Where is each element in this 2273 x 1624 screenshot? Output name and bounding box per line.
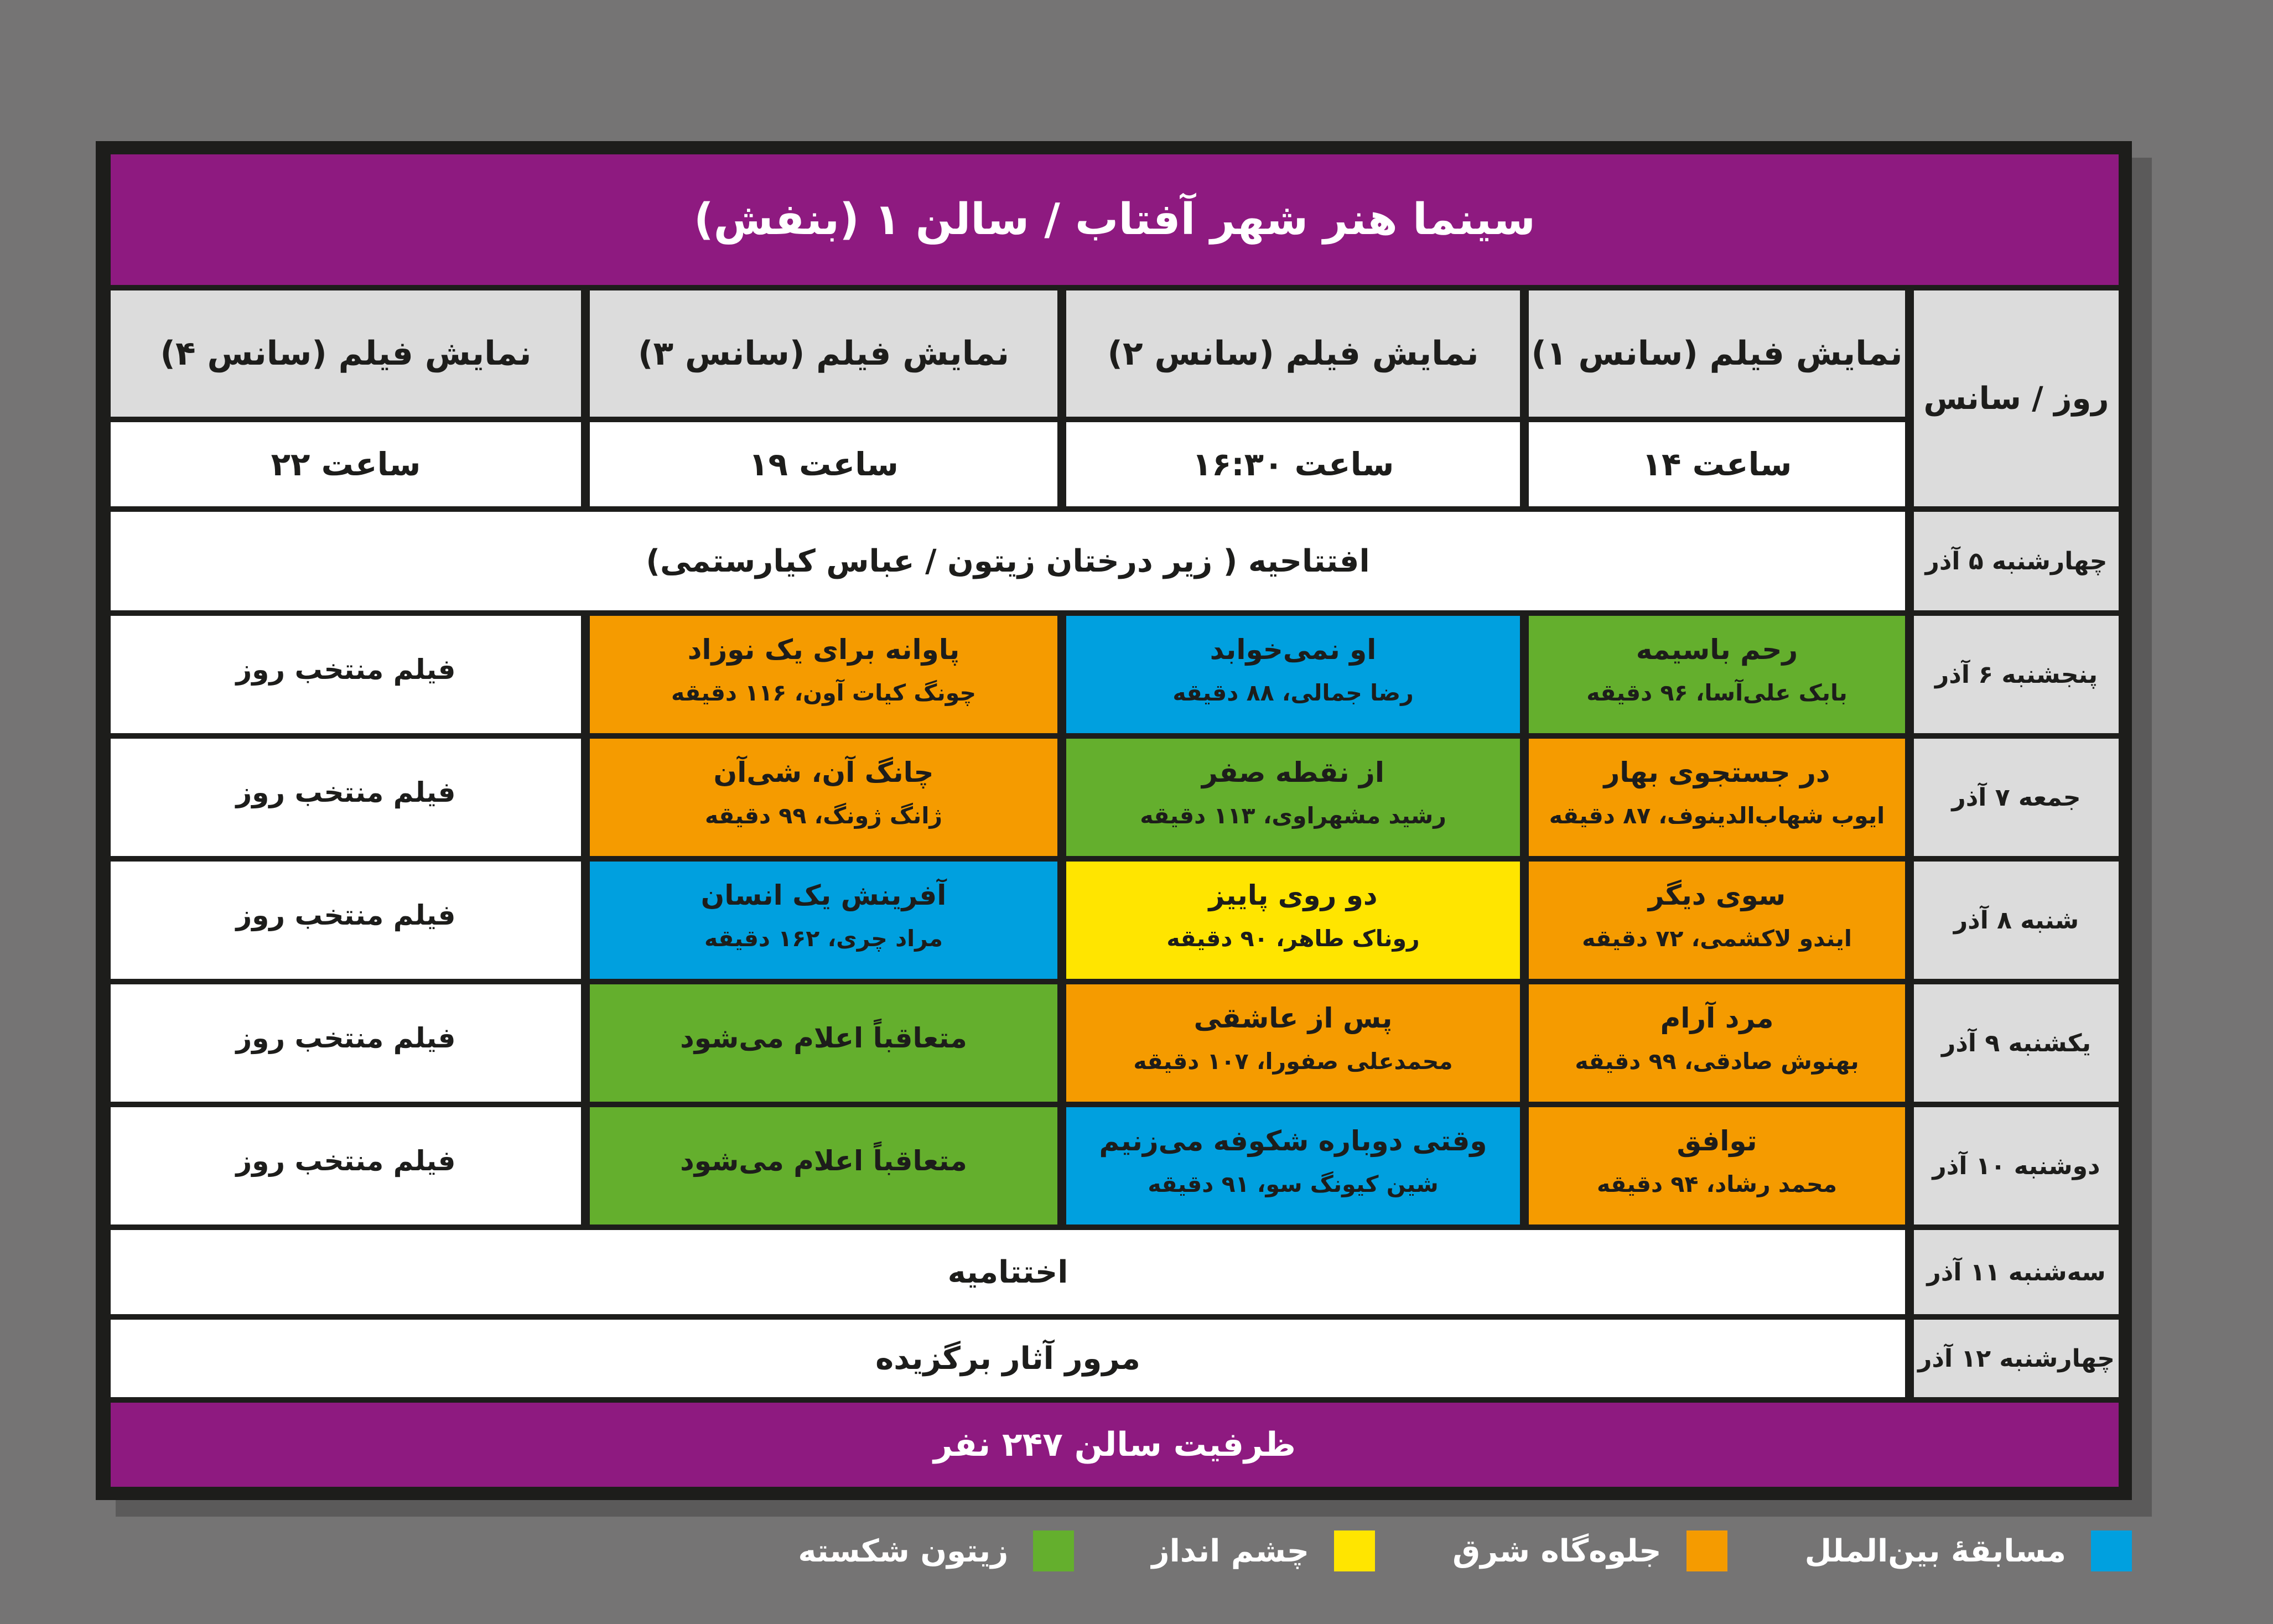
film-director-duration: ایوب شهاب‌الدینوف، ۸۷ دقیقه	[1549, 802, 1885, 829]
film-title: مرد آرام	[1660, 1002, 1774, 1035]
film-cell	[1066, 984, 1520, 1102]
closing-event-cell: اختتامیه	[111, 1230, 1905, 1314]
film-title: توافق	[1677, 1125, 1757, 1158]
daily-pick-label: فیلم منتخب روز	[236, 1144, 456, 1177]
session-2-time: ساعت ۱۶:۳۰	[1066, 422, 1520, 506]
film-director-duration: رضا جمالی، ۸۸ دقیقه	[1172, 679, 1414, 706]
opening-event-cell: افتتاحیه ( زیر درختان زیتون / عباس کیارستمی)	[111, 512, 1905, 610]
film-title: وقتی دوباره شکوفه می‌زنیم	[1099, 1125, 1487, 1158]
film-cell	[1066, 1107, 1520, 1225]
daily-pick-label: فیلم منتخب روز	[236, 899, 456, 931]
daily-pick-label: فیلم منتخب روز	[236, 1021, 456, 1054]
tba-label: متعاقباً اعلام می‌شود	[680, 1021, 967, 1054]
film-cell	[1066, 862, 1520, 979]
film-title: رحم باسیمه	[1636, 634, 1798, 666]
daily-pick-label: فیلم منتخب روز	[236, 653, 456, 686]
film-cell	[1529, 984, 1905, 1102]
daily-pick-label: فیلم منتخب روز	[236, 776, 456, 808]
daily-pick-cell	[111, 862, 581, 979]
legend-swatch-icon	[2091, 1530, 2132, 1571]
film-cell	[590, 862, 1057, 979]
review-event-cell: مرور آثار برگزیده	[111, 1320, 1905, 1397]
film-title: چانگ آن، شی‌آن	[713, 756, 934, 789]
legend-swatch-icon	[1033, 1530, 1074, 1571]
day-label: پنجشنبه ۶ آذر	[1914, 616, 2119, 733]
film-cell	[590, 616, 1057, 733]
film-cell	[1529, 739, 1905, 856]
film-director-duration: چونگ کیات آون، ۱۱۶ دقیقه	[671, 679, 977, 706]
day-label: چهارشنبه ۱۲ آذر	[1914, 1320, 2119, 1397]
legend-swatch-icon	[1686, 1530, 1727, 1571]
daily-pick-cell	[111, 1107, 581, 1225]
day-label: سه‌شنبه ۱۱ آذر	[1914, 1230, 2119, 1314]
daily-pick-cell	[111, 984, 581, 1102]
legend-label: زیتون شکسته	[798, 1533, 1009, 1569]
legend-label: مسابقهٔ بین‌الملل	[1804, 1533, 2066, 1569]
session-3-time: ساعت ۱۹	[590, 422, 1057, 506]
day-label: یکشنبه ۹ آذر	[1914, 984, 2119, 1102]
legend-item	[1151, 1530, 1375, 1571]
film-cell	[1529, 616, 1905, 733]
session-1-time: ساعت ۱۴	[1529, 422, 1905, 506]
cinema-title: سینما هنر شهر آفتاب / سالن ۱ (بنفش)	[111, 154, 2119, 285]
film-cell	[590, 739, 1057, 856]
film-director-duration: محمد رشاد، ۹۴ دقیقه	[1597, 1170, 1837, 1197]
film-title: سوی دیگر	[1648, 879, 1786, 912]
film-director-duration: رشید مشهراوی، ۱۱۳ دقیقه	[1140, 802, 1446, 829]
film-title: پس از عاشقی	[1193, 1002, 1393, 1035]
day-label: شنبه ۸ آذر	[1914, 862, 2119, 979]
session-4-time: ساعت ۲۲	[111, 422, 581, 506]
film-director-duration: بهنوش صادقی، ۹۹ دقیقه	[1575, 1047, 1859, 1075]
legend-item	[798, 1530, 1074, 1571]
session-3-header: نمایش فیلم (سانس ۳)	[590, 290, 1057, 417]
legend-item	[1805, 1530, 2132, 1571]
film-director-duration: روناک طاهر، ۹۰ دقیقه	[1166, 925, 1420, 952]
session-2-header: نمایش فیلم (سانس ۲)	[1066, 290, 1520, 417]
film-director-duration: شین کیونگ سو، ۹۱ دقیقه	[1148, 1170, 1439, 1197]
film-director-duration: محمدعلی صفورا، ۱۰۷ دقیقه	[1133, 1047, 1453, 1075]
tba-cell	[590, 984, 1057, 1102]
schedule-table	[96, 141, 2132, 1500]
corner-day-session-label: روز / سانس	[1914, 290, 2119, 506]
film-cell	[1066, 739, 1520, 856]
legend-label: چشم انداز	[1151, 1533, 1310, 1569]
category-legend	[96, 1521, 2132, 1581]
daily-pick-cell	[111, 616, 581, 733]
day-label: دوشنبه ۱۰ آذر	[1914, 1107, 2119, 1225]
daily-pick-cell	[111, 739, 581, 856]
film-title: دو روی پاییز	[1208, 879, 1378, 912]
hall-capacity: ظرفیت سالن ۲۴۷ نفر	[111, 1403, 2119, 1487]
film-director-duration: بابک علی‌آسا، ۹۶ دقیقه	[1586, 679, 1848, 706]
film-title: از نقطه صفر	[1202, 756, 1384, 789]
film-title: آفرینش یک انسان	[700, 879, 947, 912]
day-label: چهارشنبه ۵ آذر	[1914, 512, 2119, 610]
film-title: در جستجوی بهار	[1603, 756, 1830, 789]
session-1-header: نمایش فیلم (سانس ۱)	[1529, 290, 1905, 417]
legend-label: جلوه‌گاه شرق	[1452, 1533, 1662, 1569]
legend-swatch-icon	[1334, 1530, 1375, 1571]
film-cell	[1529, 1107, 1905, 1225]
film-director-duration: ژانگ ژونگ، ۹۹ دقیقه	[705, 802, 942, 829]
day-label: جمعه ۷ آذر	[1914, 739, 2119, 856]
film-director-duration: ایندو لاکشمی، ۷۲ دقیقه	[1582, 925, 1852, 952]
tba-label: متعاقباً اعلام می‌شود	[680, 1144, 967, 1177]
film-title: او نمی‌خوابد	[1210, 634, 1377, 666]
film-director-duration: مراد چری، ۱۶۲ دقیقه	[704, 925, 943, 952]
film-cell	[1529, 862, 1905, 979]
session-4-header: نمایش فیلم (سانس ۴)	[111, 290, 581, 417]
legend-item	[1452, 1530, 1727, 1571]
film-title: پاوانه برای یک نوزاد	[687, 634, 960, 666]
film-cell	[1066, 616, 1520, 733]
tba-cell	[590, 1107, 1057, 1225]
